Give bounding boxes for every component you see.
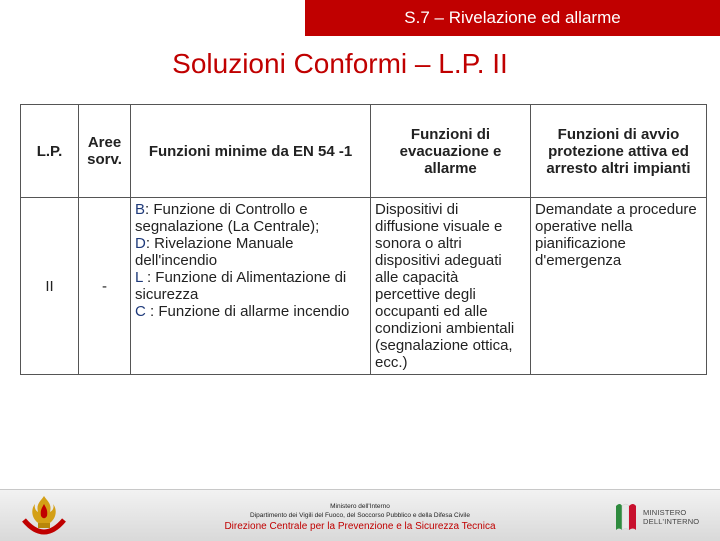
header-avvio: Funzioni di avvio protezione attiva ed arresto altri impianti [531,105,707,198]
cell-avvio: Demandate a procedure operative nella pianificazione d'emergenza [531,198,707,375]
cell-evacuazione: Dispositivi di diffusione visuale e sonora o altri dispositivi adeguati alle capacità percettive degli occupanti ed alle condizioni ambientali (segnalazione ottica, ecc.) [371,198,531,375]
code-d: D [135,235,146,252]
cell-lp: II [21,198,79,375]
footer-direction: Direzione Centrale per la Prevenzione e la Sicurezza Tecnica [224,521,496,532]
header-lp: L.P. [21,105,79,198]
header-title: S.7 – Rivelazione ed allarme [404,8,621,27]
code-l: L [135,269,143,286]
header-bar [305,0,720,36]
table-header-row [21,105,707,198]
footer-text [180,502,540,533]
header-evacuazione: Funzioni di evacuazione e allarme [371,105,531,198]
ministry-logo-line2: DELL'INTERNO [643,517,700,526]
text-l: : Funzione di Alimentazione di sicurezza [135,269,347,303]
code-c: C [135,303,146,320]
rules-table [20,104,707,375]
cell-funzioni-minime [131,198,371,375]
italian-flag-icon [612,500,640,532]
footer-ministry: Ministero dell'Interno [330,503,390,510]
table-row [21,198,707,375]
cell-aree: - [79,198,131,375]
header-aree: Aree sorv. [79,105,131,198]
ministry-logo [612,500,712,532]
code-b: B [135,201,146,218]
ministry-logo-text [643,508,699,526]
page-title: Soluzioni Conformi – L.P. II [172,48,508,79]
text-d: : Rivelazione Manuale dell'incendio [135,235,294,269]
vigili-del-fuoco-emblem-icon [18,492,70,540]
ministry-logo-line1: MINISTERO [643,508,687,517]
text-c: : Funzione di allarme incendio [145,303,350,320]
header-funzioni-minime: Funzioni minime da EN 54 -1 [131,105,371,198]
text-b: : Funzione di Controllo e segnalazione (La Centrale); [135,201,320,235]
footer-department: Dipartimento dei Vigili del Fuoco, del Soccorso Pubblico e della Difesa Civile [250,512,470,519]
